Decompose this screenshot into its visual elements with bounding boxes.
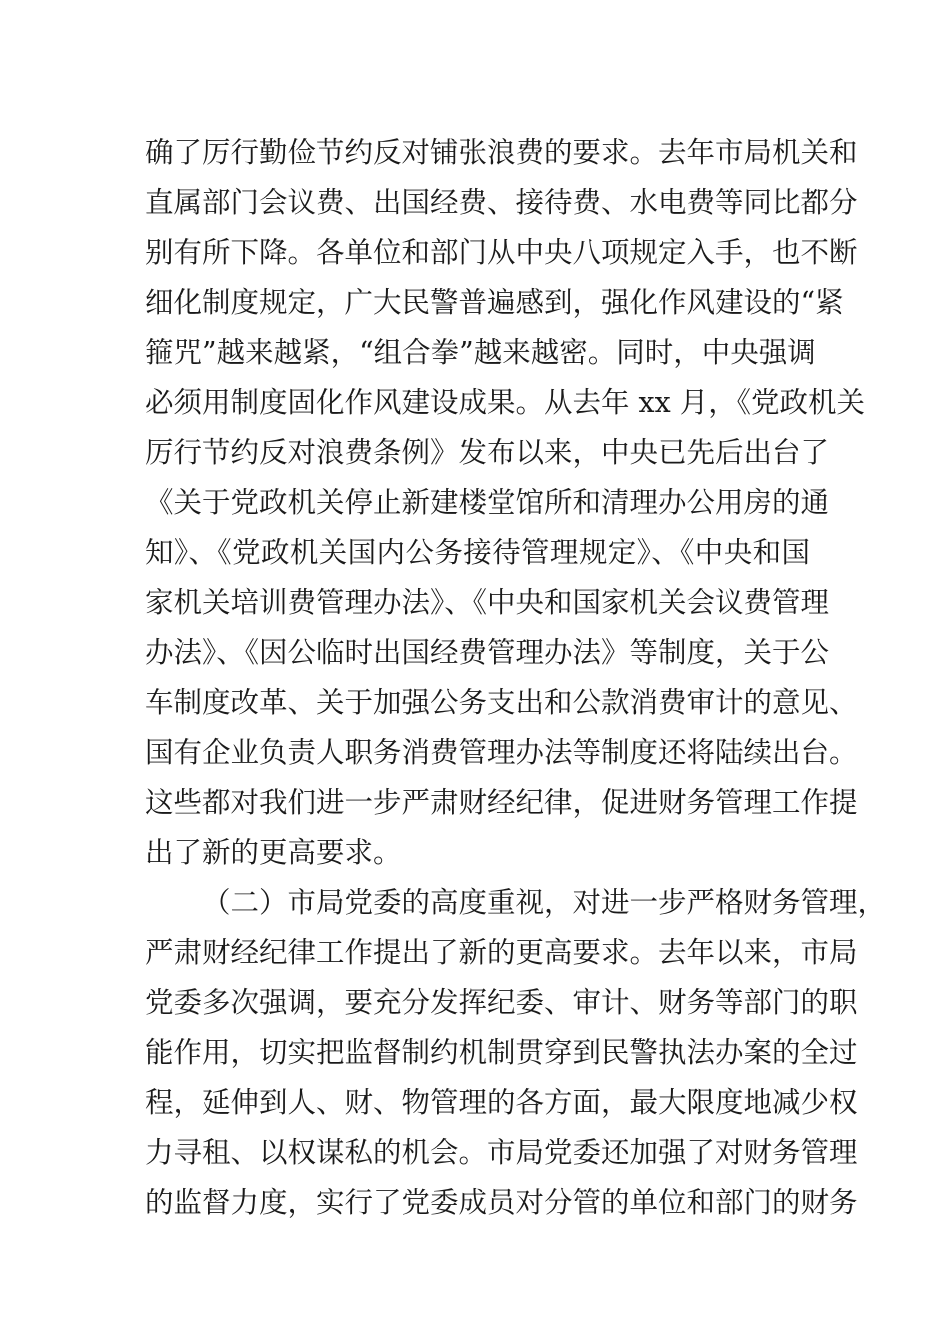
text-line: 的监督力度，实行了党委成员对分管的单位和部门的财务 [145, 1186, 858, 1219]
text-line: 程，延伸到人、财、物管理的各方面，最大限度地减少权 [145, 1086, 858, 1119]
text-line: 必须用制度固化作风建设成果。从去年 xx 月，《党政机关 [145, 386, 866, 419]
text-line: 严肃财经纪律工作提出了新的更高要求。去年以来，市局 [145, 936, 858, 969]
text-line: 办法》、《因公临时出国经费管理办法》等制度，关于公 [145, 636, 830, 669]
text-line: 细化制度规定，广大民警普遍感到，强化作风建设的“紧 [145, 286, 844, 319]
text-line: 确了厉行勤俭节约反对铺张浪费的要求。去年市局机关和 [145, 136, 858, 169]
paragraph-end-line: 出了新的更高要求。 [145, 836, 402, 869]
text-line: 能作用，切实把监督制约机制贯穿到民警执法办案的全过 [145, 1036, 858, 1069]
body-text [145, 128, 887, 1228]
text-line: 厉行节约反对浪费条例》发布以来，中央已先后出台了 [145, 436, 830, 469]
text-line: 车制度改革、关于加强公务支出和公款消费审计的意见、 [145, 686, 858, 719]
text-line: 国有企业负责人职务消费管理办法等制度还将陆续出台。 [145, 736, 858, 769]
text-line: 党委多次强调，要充分发挥纪委、审计、财务等部门的职 [145, 986, 858, 1019]
text-line: 《关于党政机关停止新建楼堂馆所和清理办公用房的通 [145, 486, 830, 519]
text-line: 知》、《党政机关国内公务接待管理规定》、《中央和国 [145, 536, 810, 569]
section-heading-line: （二）市局党委的高度重视，对进一步严格财务管理， [202, 886, 887, 919]
text-line: 力寻租、以权谋私的机会。市局党委还加强了对财务管理 [145, 1136, 858, 1169]
text-line: 别有所下降。各单位和部门从中央八项规定入手，也不断 [145, 236, 858, 269]
text-line: 这些都对我们进一步严肃财经纪律，促进财务管理工作提 [145, 786, 858, 819]
text-line: 家机关培训费管理办法》、《中央和国家机关会议费管理 [145, 586, 830, 619]
text-line: 箍咒”越来越紧，“组合拳”越来越密。同时，中央强调 [145, 336, 816, 369]
text-line: 直属部门会议费、出国经费、接待费、水电费等同比都分 [145, 186, 858, 219]
